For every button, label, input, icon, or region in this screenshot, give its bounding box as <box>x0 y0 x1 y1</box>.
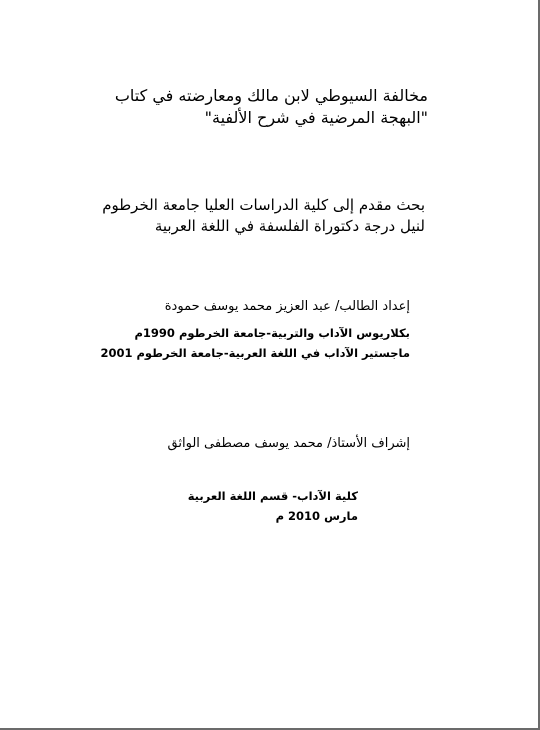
supervisor-line: إشراف الأستاذ/ محمد يوسف مصطفى الواثق <box>167 436 410 451</box>
bachelor-degree-line: بكلاريوس الآداب والتربية-جامعة الخرطوم 1990م <box>134 326 410 340</box>
title-line-2: "البهجة المرضية في شرح الألفية" <box>204 108 428 127</box>
date-line: مارس 2010 م <box>275 509 358 523</box>
thesis-line-2: لنيل درجة دكتوراة الفلسفة في اللغة العربية <box>154 217 425 235</box>
thesis-line-1: بحث مقدم إلى كلية الدراسات العليا جامعة الخرطوم <box>102 196 425 214</box>
author-line: إعداد الطالب/ عبد العزيز محمد يوسف حمودة <box>164 299 410 314</box>
department-line: كلية الآداب- قسم اللغة العربية <box>187 489 358 503</box>
title-line-1: مخالفة السيوطي لابن مالك ومعارضته في كتاب <box>114 86 428 105</box>
master-degree-line: ماجستير الآداب في اللغة العربية-جامعة الخرطوم 2001 <box>100 346 410 360</box>
